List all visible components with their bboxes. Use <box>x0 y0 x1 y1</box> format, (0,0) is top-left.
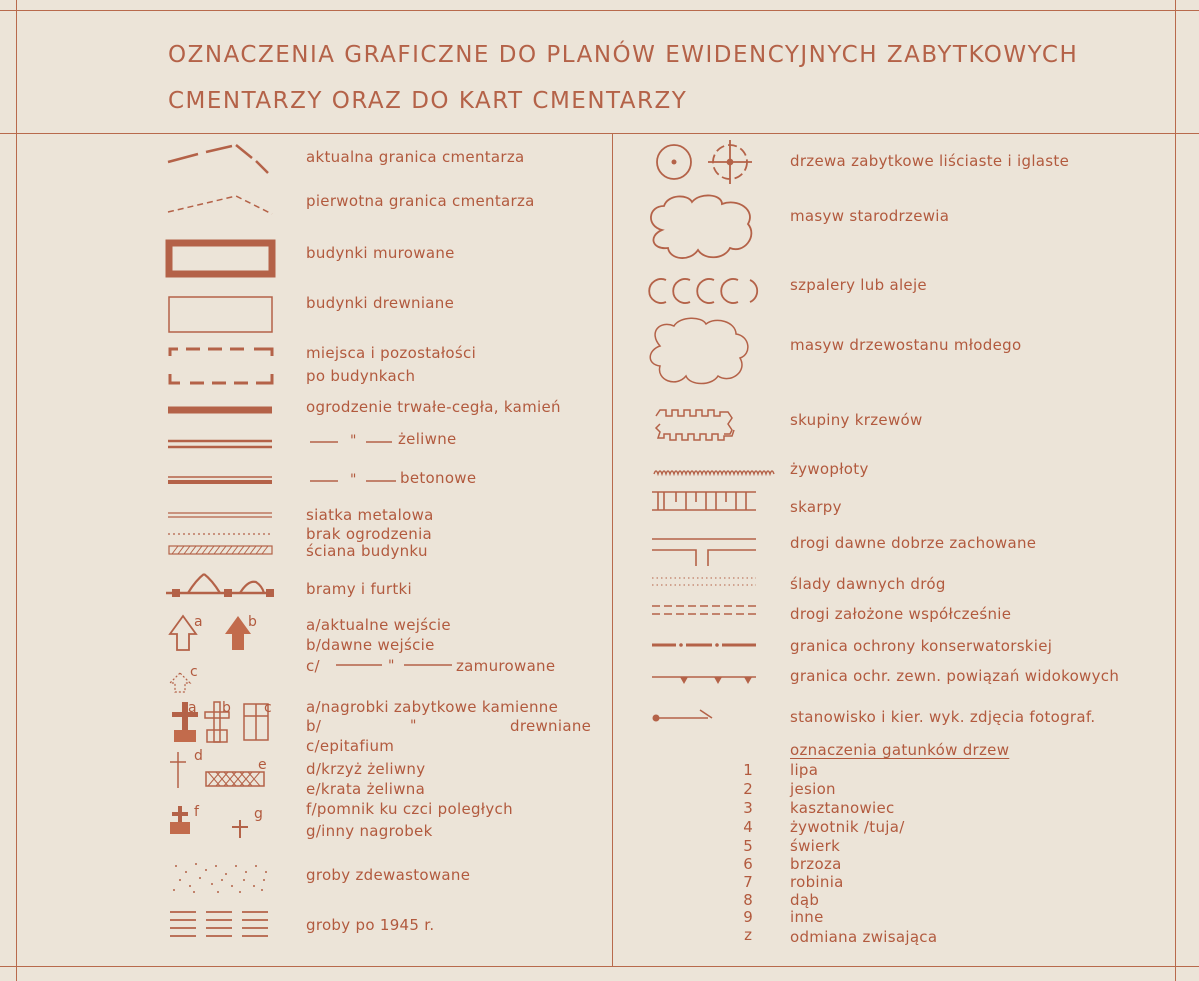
species-name-1: lipa <box>790 761 819 779</box>
label-entrance-a: a/aktualne wejście <box>306 616 451 634</box>
species-num-6: 6 <box>743 855 753 873</box>
letter-e: e <box>258 757 267 773</box>
label-historic-trees: drzewa zabytkowe liściaste i iglaste <box>790 152 1070 170</box>
conifer-tree-icon <box>708 140 752 184</box>
label-species-header: oznaczenia gatunków drzew <box>790 741 1010 759</box>
species-num-5: 5 <box>743 837 753 855</box>
label-ditto-3: " <box>388 658 395 674</box>
old-road-traces-icon <box>652 578 756 585</box>
species-name-7: robinia <box>790 873 844 891</box>
label-tomb-f: f/pomnik ku czci poległych <box>306 800 513 818</box>
label-tomb-b-prefix: b/ <box>306 717 322 735</box>
label-ditto-1: " <box>350 433 357 449</box>
species-num-9: 9 <box>743 908 753 926</box>
letter-c-entrance: c <box>190 664 198 680</box>
letter-f: f <box>194 804 200 820</box>
old-tree-mass-icon <box>651 195 751 258</box>
label-hedges: żywopłoty <box>790 460 869 478</box>
label-building-wall: ściana budynku <box>306 542 428 560</box>
species-num-z: z <box>744 926 752 944</box>
species-name-5: świerk <box>790 837 841 855</box>
label-current-boundary: aktualna granica cmentarza <box>306 148 525 166</box>
old-road-icon <box>652 539 756 566</box>
label-tomb-a: a/nagrobki zabytkowe kamienne <box>306 698 559 716</box>
label-tomb-b: drewniane <box>510 717 592 735</box>
label-photo-station: stanowisko i kier. wyk. zdjęcia fotograf. <box>790 708 1096 726</box>
label-old-tree-mass: masyw starodrzewia <box>790 207 950 225</box>
label-young-tree-mass: masyw drzewostanu młodego <box>790 336 1022 354</box>
label-ditto-2: " <box>350 472 357 488</box>
page-title-line2: CMENTARZY ORAZ DO KART CMENTARZY <box>168 88 688 114</box>
species-num-8: 8 <box>743 891 753 909</box>
species-name-3: kasztanowiec <box>790 799 895 817</box>
letter-c-tomb: c <box>264 700 272 716</box>
species-name-4: żywotnik /tuja/ <box>790 818 905 836</box>
label-old-road-traces: ślady dawnych dróg <box>790 575 946 593</box>
species-num-1: 1 <box>743 761 753 779</box>
label-gates: bramy i furtki <box>306 580 412 598</box>
hedge-icon <box>654 471 774 474</box>
label-escarpments: skarpy <box>790 498 842 516</box>
letter-a-entrance: a <box>194 614 203 630</box>
species-name-2: jesion <box>790 780 836 798</box>
label-graves-after-1945: groby po 1945 r. <box>306 916 435 934</box>
label-tomb-e: e/krata żeliwna <box>306 780 426 798</box>
species-name-z: odmiana zwisająca <box>790 928 938 946</box>
label-tomb-d: d/krzyż żeliwny <box>306 760 426 778</box>
label-cast-iron: żeliwne <box>398 430 457 448</box>
escarpment-icon <box>652 492 756 510</box>
species-num-3: 3 <box>743 799 753 817</box>
viewshed-boundary-icon <box>652 677 756 684</box>
alley-icon <box>649 279 757 303</box>
young-tree-mass-icon <box>650 318 748 383</box>
species-num-7: 7 <box>743 873 753 891</box>
label-old-roads: drogi dawne dobrze zachowane <box>790 534 1037 552</box>
label-devastated-graves: groby zdewastowane <box>306 866 471 884</box>
label-entrance-b: b/dawne wejście <box>306 636 435 654</box>
label-concrete: betonowe <box>400 469 477 487</box>
label-modern-roads: drogi założone współcześnie <box>790 605 1012 623</box>
label-no-fence: brak ogrodzenia <box>306 525 433 543</box>
species-name-6: brzoza <box>790 855 842 873</box>
letter-b-tomb: b <box>222 700 232 716</box>
deciduous-tree-icon <box>657 145 691 179</box>
species-num-2: 2 <box>743 780 753 798</box>
label-metal-mesh: siatka metalowa <box>306 506 434 524</box>
shrub-group-icon <box>656 410 734 440</box>
photo-station-icon <box>653 710 713 722</box>
label-remains-2: po budynkach <box>306 367 416 385</box>
page-title-line1: OZNACZENIA GRAFICZNE DO PLANÓW EWIDENCYJNYCH ZABYTKOWYCH <box>168 42 1079 68</box>
label-alleys: szpalery lub aleje <box>790 276 927 294</box>
species-name-8: dąb <box>790 891 820 909</box>
label-viewshed-boundary: granica ochr. zewn. powiązań widokowych <box>790 667 1120 685</box>
letter-g: g <box>254 806 264 822</box>
label-ditto-4: " <box>410 718 417 734</box>
species-num-4: 4 <box>743 818 753 836</box>
letter-b-entrance: b <box>248 614 258 630</box>
label-entrance-c-prefix: c/ <box>306 657 320 675</box>
species-name-9: inne <box>790 908 824 926</box>
label-permanent-fence: ogrodzenie trwałe-cegła, kamień <box>306 398 561 416</box>
label-wooden-buildings: budynki drewniane <box>306 294 455 312</box>
letter-d: d <box>194 748 204 764</box>
label-remains-1: miejsca i pozostałości <box>306 344 477 362</box>
letter-a-tomb: a <box>188 700 197 716</box>
label-original-boundary: pierwotna granica cmentarza <box>306 192 535 210</box>
label-tomb-c: c/epitafium <box>306 737 395 755</box>
label-entrance-c: zamurowane <box>456 657 556 675</box>
label-tomb-g: g/inny nagrobek <box>306 822 433 840</box>
modern-road-icon <box>652 606 756 614</box>
label-conservation-boundary: granica ochrony konserwatorskiej <box>790 637 1053 655</box>
label-brick-buildings: budynki murowane <box>306 244 455 262</box>
label-shrub-groups: skupiny krzewów <box>790 411 923 429</box>
